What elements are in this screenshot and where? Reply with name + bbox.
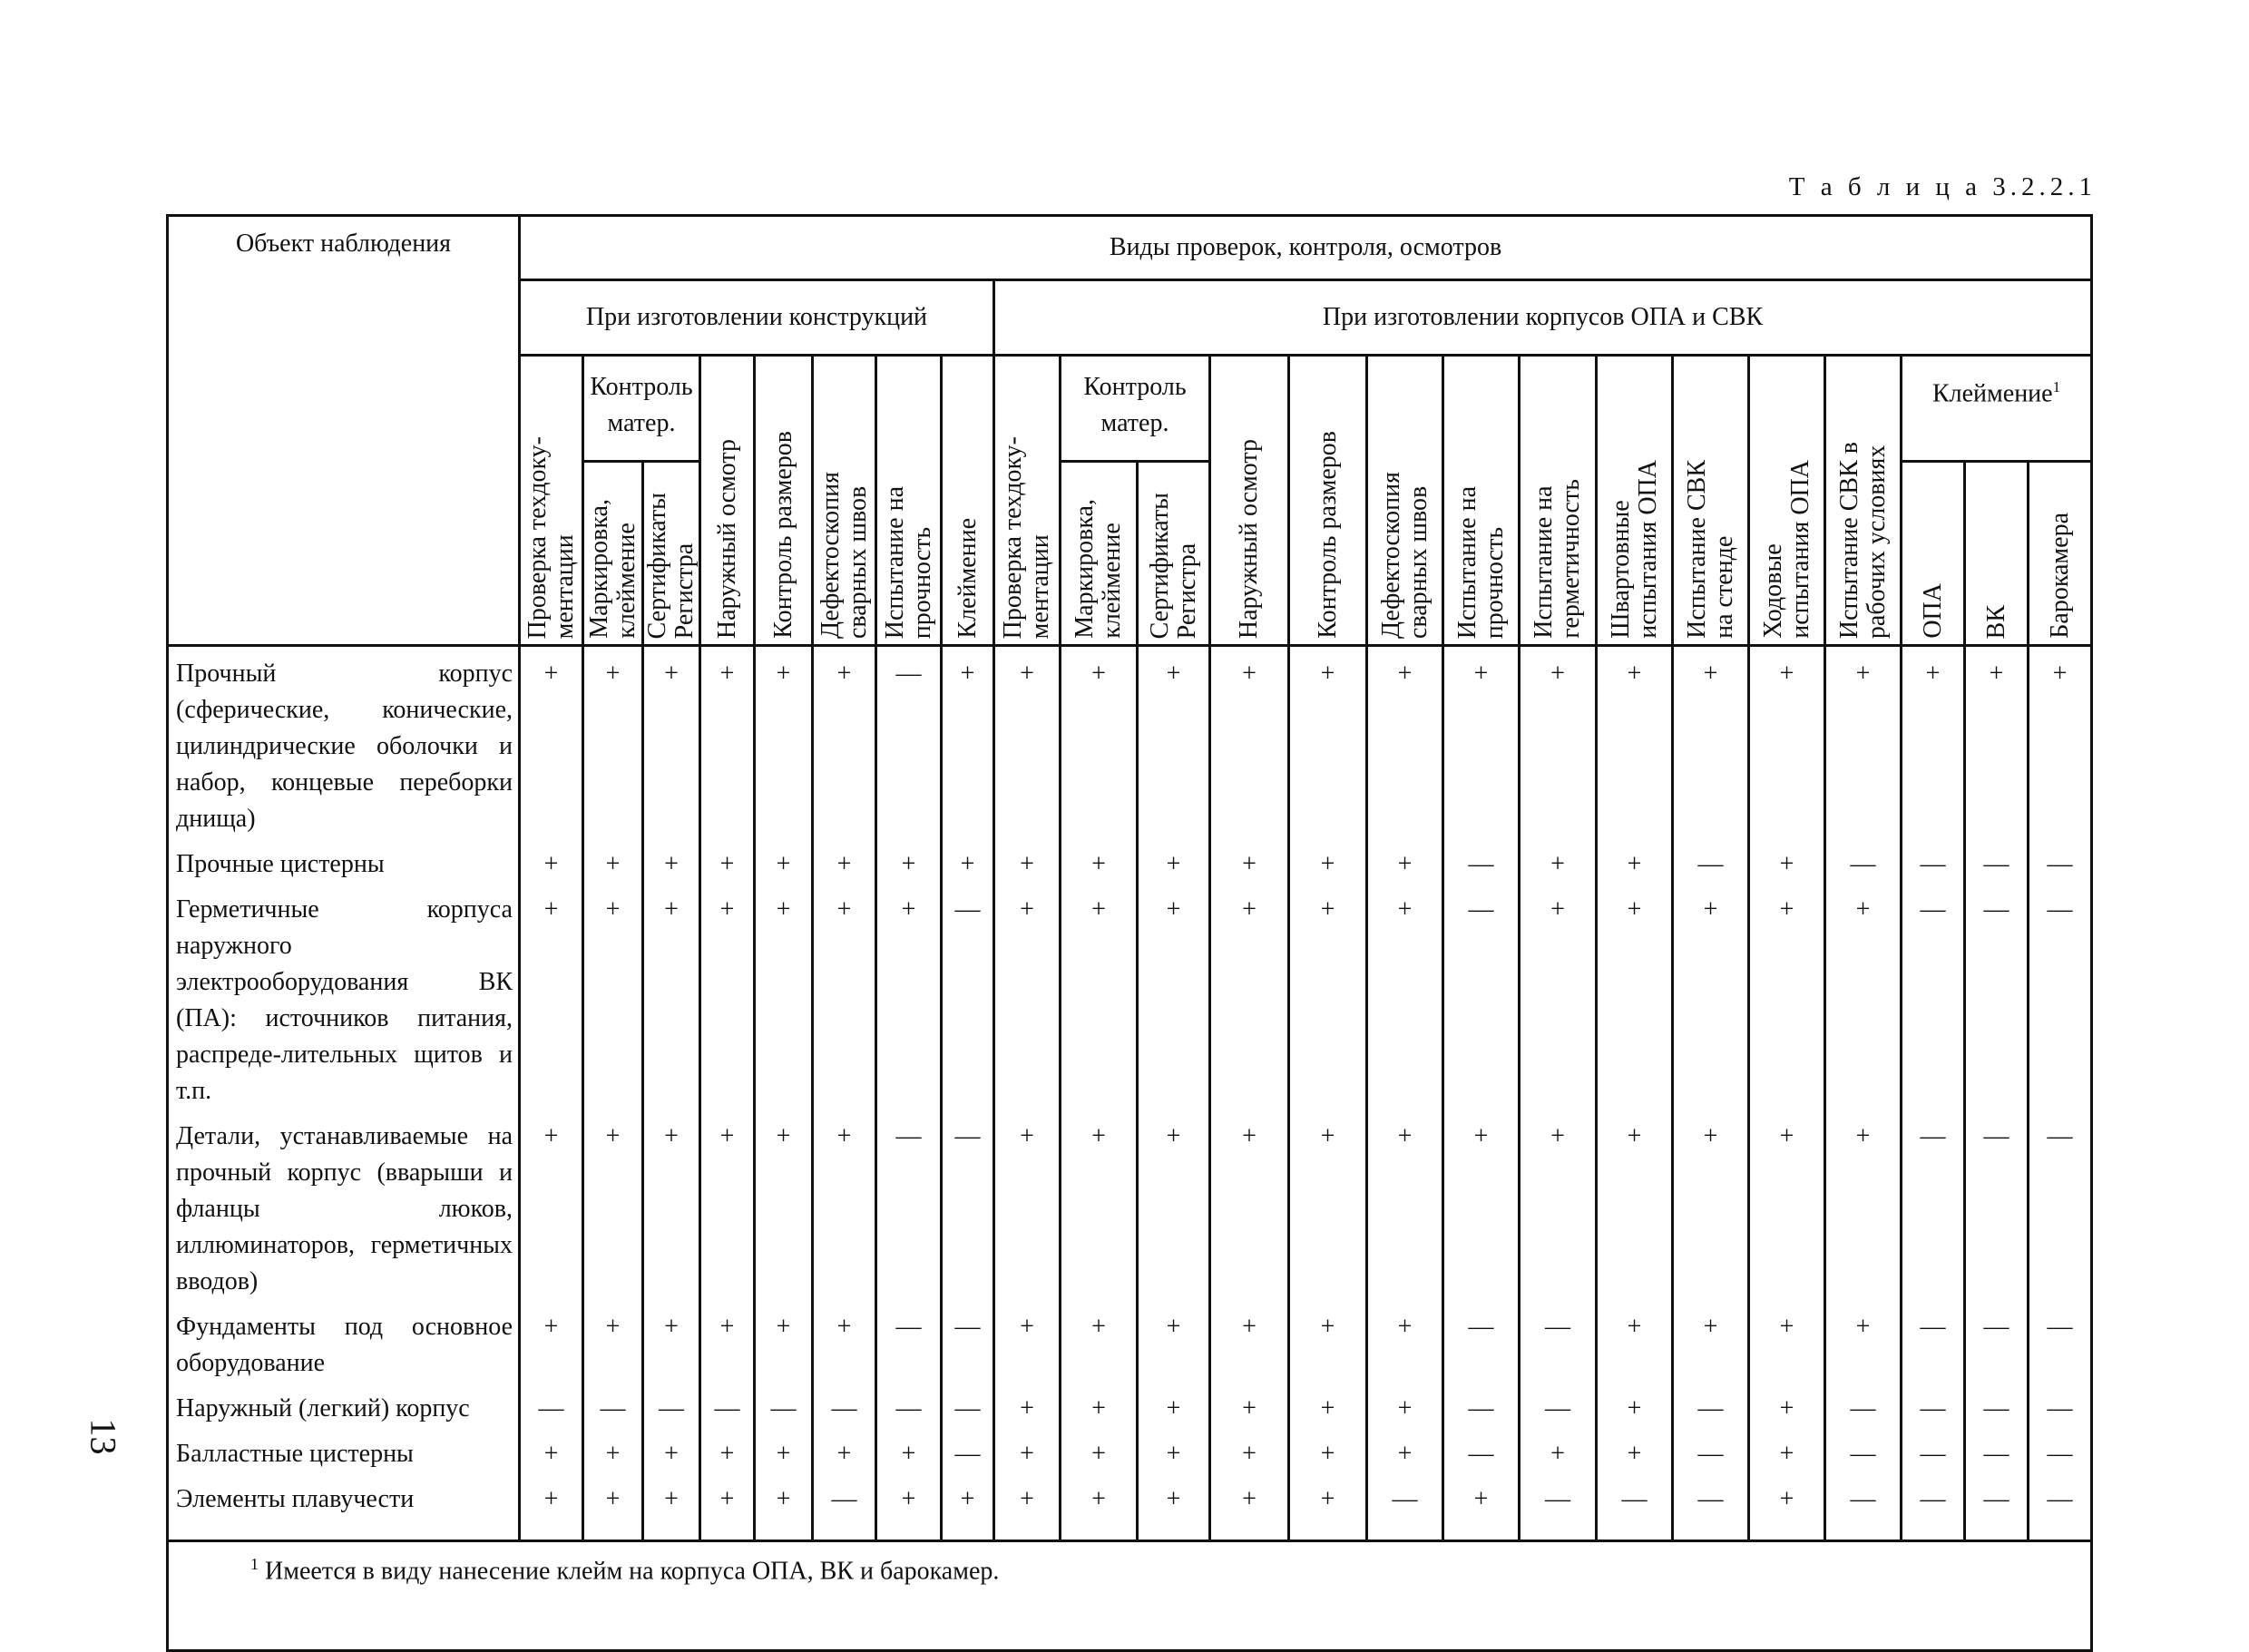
column-header-label: Дефектоскопия сварных швов: [816, 471, 872, 639]
row-value: +: [1520, 1109, 1597, 1300]
row-value: +: [942, 837, 994, 883]
header-control-materials-1: [583, 356, 700, 462]
column-header: [1367, 356, 1443, 646]
row-value: +: [643, 1109, 700, 1300]
row-value: —: [2029, 1427, 2092, 1472]
row-value: —: [2029, 1300, 2092, 1382]
row-value: +: [1825, 1109, 1902, 1300]
row-value: +: [583, 883, 643, 1109]
row-value: +: [1749, 837, 1825, 883]
column-header-label: ВК: [1981, 604, 2010, 639]
column-header-label: Испытание СВК в рабочих условиях: [1834, 441, 1891, 639]
row-value: +: [700, 646, 755, 838]
row-value: +: [1597, 883, 1673, 1109]
row-value: +: [755, 1427, 813, 1472]
row-value: +: [755, 1300, 813, 1382]
header-group-constructions: При изготовлении конструкций: [520, 280, 994, 356]
row-value: —: [2029, 1109, 2092, 1300]
header-klejmenie-label: Клеймение: [1931, 379, 2053, 408]
row-value: +: [1749, 646, 1825, 838]
row-value: +: [1210, 1109, 1289, 1300]
row-value: +: [1289, 1427, 1367, 1472]
row-value: —: [1520, 1300, 1597, 1382]
row-value: —: [1520, 1382, 1597, 1427]
row-value: —: [942, 883, 994, 1109]
row-value: +: [1289, 883, 1367, 1109]
row-object: Герметичные корпуса наружного электрооборудования ВК (ПА): источников питания, распреде-лительных щитов и т.п.: [168, 883, 520, 1109]
row-value: +: [1289, 1472, 1367, 1541]
row-value: +: [1061, 1109, 1138, 1300]
table-row: [168, 1300, 2092, 1382]
row-value: +: [1210, 1472, 1289, 1541]
column-header: [1673, 356, 1749, 646]
row-value: +: [1210, 646, 1289, 838]
column-header-label: Проверка техдоку- ментации: [999, 435, 1054, 639]
row-value: +: [1443, 1109, 1520, 1300]
row-value: +: [1138, 1300, 1210, 1382]
row-value: +: [1061, 1427, 1138, 1472]
row-value: +: [1138, 1382, 1210, 1427]
row-object: Детали, устанавливаемые на прочный корпус (вварыши и фланцы люков, иллюминаторов, герметичных вводов): [168, 1109, 520, 1300]
row-value: +: [755, 1472, 813, 1541]
column-header-label: Сертификаты Регистра: [1145, 492, 1201, 639]
row-object: Фундаменты под основное оборудование: [168, 1300, 520, 1382]
row-value: +: [583, 1427, 643, 1472]
row-value: +: [520, 1472, 583, 1541]
row-value: —: [1965, 1300, 2029, 1382]
column-header: [1749, 356, 1825, 646]
row-value: —: [1520, 1472, 1597, 1541]
row-value: +: [813, 1300, 876, 1382]
header-control-materials-2: [1061, 356, 1210, 462]
column-header: [1597, 356, 1673, 646]
row-value: +: [1749, 1382, 1825, 1427]
row-value: +: [994, 837, 1061, 883]
row-value: —: [1825, 1427, 1902, 1472]
row-value: +: [643, 1427, 700, 1472]
row-value: +: [1138, 1109, 1210, 1300]
row-value: +: [1443, 1472, 1520, 1541]
row-value: +: [1825, 883, 1902, 1109]
row-object: Элементы плавучести: [168, 1472, 520, 1541]
row-value: +: [1749, 1427, 1825, 1472]
column-header: [1061, 462, 1138, 646]
row-value: +: [813, 1427, 876, 1472]
row-value: +: [1289, 1109, 1367, 1300]
row-value: +: [1597, 1109, 1673, 1300]
row-value: +: [1597, 1427, 1673, 1472]
row-value: +: [1210, 1382, 1289, 1427]
row-value: —: [942, 1300, 994, 1382]
row-value: +: [876, 837, 942, 883]
row-value: —: [876, 1300, 942, 1382]
table-row: [168, 1472, 2092, 1541]
row-value: +: [755, 646, 813, 838]
column-header-label: Контроль размеров: [768, 431, 797, 639]
row-value: —: [1902, 1472, 1965, 1541]
row-value: —: [1673, 1427, 1749, 1472]
row-value: +: [1749, 1109, 1825, 1300]
footnote: [168, 1541, 2092, 1651]
row-value: —: [583, 1382, 643, 1427]
row-value: +: [700, 837, 755, 883]
column-header-label: Ходовые испытания ОПА: [1758, 460, 1814, 639]
header-klejmenie: [1902, 356, 2092, 462]
row-value: +: [520, 646, 583, 838]
row-value: +: [1061, 883, 1138, 1109]
row-value: +: [1061, 1300, 1138, 1382]
column-header-label: Испытание СВК на стенде: [1682, 460, 1738, 639]
row-value: +: [520, 837, 583, 883]
row-value: +: [1367, 646, 1443, 838]
row-value: +: [1673, 1300, 1749, 1382]
row-value: —: [1965, 1427, 2029, 1472]
row-value: +: [1061, 1382, 1138, 1427]
row-value: +: [755, 883, 813, 1109]
row-object: Прочные цистерны: [168, 837, 520, 883]
row-value: +: [1902, 646, 1965, 838]
row-value: —: [2029, 1382, 2092, 1427]
row-value: +: [1210, 1427, 1289, 1472]
klejmenie-footnote-mark: 1: [2052, 378, 2061, 396]
row-value: +: [1597, 646, 1673, 838]
column-header: [755, 356, 813, 646]
row-value: +: [1673, 1109, 1749, 1300]
row-value: +: [813, 646, 876, 838]
header-group-hulls: При изготовлении корпусов ОПА и СВК: [994, 280, 2092, 356]
row-value: +: [1367, 1382, 1443, 1427]
row-value: +: [1749, 883, 1825, 1109]
row-value: —: [1825, 1472, 1902, 1541]
row-value: +: [643, 646, 700, 838]
row-value: —: [643, 1382, 700, 1427]
row-value: +: [583, 646, 643, 838]
row-value: —: [1965, 1472, 2029, 1541]
column-header-label: Наружный осмотр: [1235, 438, 1263, 639]
table-row: [168, 646, 2092, 838]
row-value: —: [942, 1427, 994, 1472]
row-value: +: [1367, 1109, 1443, 1300]
table-row: [168, 1382, 2092, 1427]
row-value: +: [1210, 837, 1289, 883]
row-value: —: [813, 1382, 876, 1427]
row-value: —: [1902, 883, 1965, 1109]
column-header: [1443, 356, 1520, 646]
row-value: —: [1825, 837, 1902, 883]
row-value: —: [813, 1472, 876, 1541]
row-value: +: [1673, 883, 1749, 1109]
row-value: +: [1520, 1427, 1597, 1472]
row-value: —: [1902, 1427, 1965, 1472]
row-value: —: [520, 1382, 583, 1427]
row-value: +: [643, 1300, 700, 1382]
header-top: Виды проверок, контроля, осмотров: [520, 216, 2092, 280]
row-value: +: [520, 1427, 583, 1472]
row-value: +: [520, 1109, 583, 1300]
column-header: [942, 356, 994, 646]
column-header-label: Проверка техдоку- ментации: [523, 435, 579, 639]
row-value: +: [520, 1300, 583, 1382]
row-value: +: [994, 1427, 1061, 1472]
column-header-label: Испытание на прочность: [880, 485, 936, 639]
column-header: [583, 462, 643, 646]
column-header: [1520, 356, 1597, 646]
column-header: [1965, 462, 2029, 646]
row-value: —: [1902, 1300, 1965, 1382]
column-header: [1289, 356, 1367, 646]
column-header-label: Наружный осмотр: [712, 438, 741, 639]
row-value: —: [1443, 1427, 1520, 1472]
table-caption: Т а б л и ц а 3.2.2.1: [1788, 172, 2097, 201]
row-value: —: [1825, 1382, 1902, 1427]
column-header-label: Контроль размеров: [1313, 431, 1342, 639]
column-header-label: Испытание на прочность: [1452, 485, 1509, 639]
row-value: +: [1367, 837, 1443, 883]
row-value: +: [1367, 1300, 1443, 1382]
row-value: —: [2029, 883, 2092, 1109]
row-value: +: [1061, 837, 1138, 883]
row-value: +: [700, 1472, 755, 1541]
row-value: —: [1902, 1382, 1965, 1427]
row-value: +: [700, 1109, 755, 1300]
row-value: —: [2029, 837, 2092, 883]
row-value: +: [1520, 646, 1597, 838]
row-value: +: [1520, 883, 1597, 1109]
row-value: —: [1902, 837, 1965, 883]
row-value: +: [876, 883, 942, 1109]
row-value: —: [1597, 1472, 1673, 1541]
column-header: [520, 356, 583, 646]
row-value: +: [700, 1427, 755, 1472]
row-value: +: [1443, 646, 1520, 838]
row-value: +: [1673, 646, 1749, 838]
row-value: +: [520, 883, 583, 1109]
row-value: +: [1138, 1472, 1210, 1541]
inspection-table: [166, 214, 2093, 1652]
row-value: +: [643, 883, 700, 1109]
row-value: +: [1825, 1300, 1902, 1382]
row-object: Прочный корпус (сферические, конические, цилиндрические оболочки и набор, концевые переборки днища): [168, 646, 520, 838]
row-value: +: [994, 1300, 1061, 1382]
row-value: +: [942, 1472, 994, 1541]
header-object: Объект наблюдения: [168, 216, 520, 646]
row-value: +: [583, 1300, 643, 1382]
row-value: —: [2029, 1472, 2092, 1541]
row-value: +: [813, 883, 876, 1109]
footnote-row: [168, 1541, 2092, 1651]
row-value: —: [755, 1382, 813, 1427]
header-control-materials-2-label: Контроль матер.: [1083, 373, 1187, 437]
row-value: —: [1443, 1382, 1520, 1427]
column-header: [813, 356, 876, 646]
row-value: +: [813, 837, 876, 883]
row-value: +: [1965, 646, 2029, 838]
row-value: +: [1138, 1427, 1210, 1472]
row-object: Балластные цистерны: [168, 1427, 520, 1472]
header-row-1: [168, 216, 2092, 280]
column-header: [2029, 462, 2092, 646]
row-value: +: [1061, 1472, 1138, 1541]
row-value: +: [994, 1382, 1061, 1427]
row-value: +: [994, 646, 1061, 838]
table-row: [168, 1427, 2092, 1472]
row-value: —: [1673, 1472, 1749, 1541]
row-value: +: [1210, 883, 1289, 1109]
column-header-label: Клеймение: [953, 518, 982, 639]
footnote-text: Имеется в виду нанесение клейм на корпуса ОПА, ВК и барокамер.: [265, 1557, 1000, 1586]
row-value: +: [1520, 837, 1597, 883]
row-value: +: [643, 837, 700, 883]
row-value: +: [1749, 1472, 1825, 1541]
column-header-label: Дефектоскопия сварных швов: [1376, 471, 1433, 639]
row-value: —: [1443, 883, 1520, 1109]
row-value: +: [994, 1472, 1061, 1541]
row-value: +: [1289, 646, 1367, 838]
row-value: +: [583, 837, 643, 883]
row-value: —: [1673, 837, 1749, 883]
column-header-label: ОПА: [1918, 583, 1947, 639]
row-value: +: [1597, 1300, 1673, 1382]
column-header: [1210, 356, 1289, 646]
row-value: —: [1965, 837, 2029, 883]
row-value: +: [1289, 1382, 1367, 1427]
row-value: +: [1825, 646, 1902, 838]
row-value: —: [700, 1382, 755, 1427]
header-control-materials-1-label: Контроль матер.: [590, 373, 693, 437]
column-header: [994, 356, 1061, 646]
row-value: +: [1138, 646, 1210, 838]
table-body: [168, 646, 2092, 1541]
row-value: +: [1289, 837, 1367, 883]
column-header: [700, 356, 755, 646]
column-header-label: Маркировка, клеймение: [584, 499, 640, 639]
column-header: [1138, 462, 1210, 646]
row-value: +: [2029, 646, 2092, 838]
column-header-label: Испытание на герметичность: [1530, 479, 1585, 639]
table-row: [168, 1109, 2092, 1300]
row-value: +: [813, 1109, 876, 1300]
row-value: —: [942, 1382, 994, 1427]
row-value: +: [1289, 1300, 1367, 1382]
row-value: —: [1965, 883, 2029, 1109]
row-value: +: [583, 1472, 643, 1541]
row-value: +: [1138, 883, 1210, 1109]
row-value: —: [1443, 1300, 1520, 1382]
row-value: +: [1597, 837, 1673, 883]
row-value: +: [700, 1300, 755, 1382]
table-row: [168, 837, 2092, 883]
column-header: [643, 462, 700, 646]
column-header-label: Маркировка, клеймение: [1071, 499, 1126, 639]
column-header-label: Сертификаты Регистра: [643, 492, 699, 639]
row-value: +: [942, 646, 994, 838]
column-header: [1825, 356, 1902, 646]
row-value: —: [1367, 1472, 1443, 1541]
row-value: —: [942, 1109, 994, 1300]
row-object: Наружный (легкий) корпус: [168, 1382, 520, 1427]
row-value: —: [1965, 1382, 2029, 1427]
row-value: +: [994, 1109, 1061, 1300]
row-value: +: [700, 883, 755, 1109]
row-value: —: [1443, 837, 1520, 883]
row-value: +: [1367, 883, 1443, 1109]
row-value: +: [876, 1472, 942, 1541]
column-header-label: Швартовные испытания ОПА: [1606, 460, 1662, 639]
row-value: +: [1138, 837, 1210, 883]
row-value: +: [1597, 1382, 1673, 1427]
row-value: +: [1061, 646, 1138, 838]
table-row: [168, 883, 2092, 1109]
page-number: 13: [83, 1418, 124, 1455]
row-value: +: [1367, 1427, 1443, 1472]
row-value: —: [876, 1109, 942, 1300]
row-value: —: [1673, 1382, 1749, 1427]
row-value: +: [1749, 1300, 1825, 1382]
row-value: —: [876, 1382, 942, 1427]
column-header: [1902, 462, 1965, 646]
row-value: —: [876, 646, 942, 838]
row-value: +: [994, 883, 1061, 1109]
footnote-mark: 1: [250, 1555, 259, 1573]
row-value: —: [1965, 1109, 2029, 1300]
row-value: —: [1902, 1109, 1965, 1300]
row-value: +: [1210, 1300, 1289, 1382]
column-header-label: Барокамера: [2045, 513, 2074, 639]
row-value: +: [755, 1109, 813, 1300]
row-value: +: [583, 1109, 643, 1300]
row-value: +: [876, 1427, 942, 1472]
row-value: +: [643, 1472, 700, 1541]
row-value: +: [755, 837, 813, 883]
column-header: [876, 356, 942, 646]
